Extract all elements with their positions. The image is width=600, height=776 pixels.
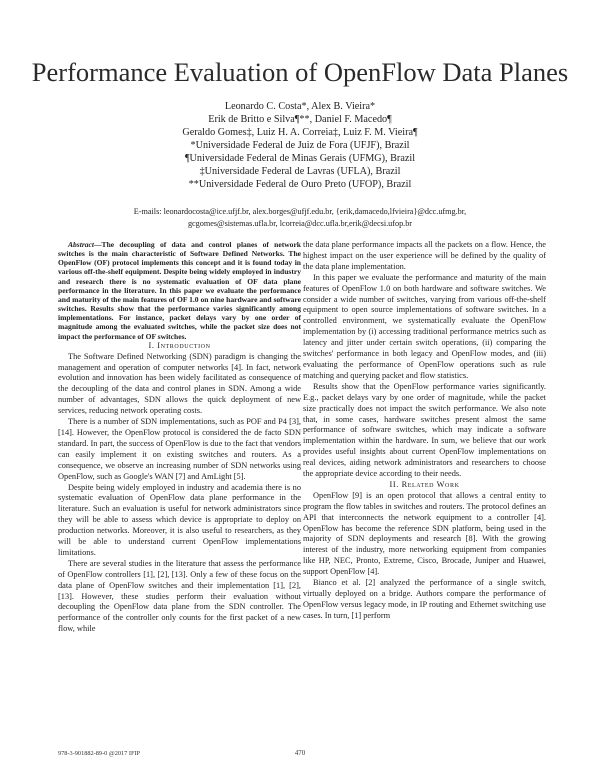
body-paragraph: There are several studies in the literature that assess the performance of OpenFlow controllers [1], [2], [13]. Only a few of these focus on the data plane of OpenFlow switches and their implementation [1], [2], [13]. However, these studies perform their evaluation without decoupling the OpenFlow data plane from the SDN controller. The performance of the controller only counts for the first packet of a new flow, while — [58, 558, 301, 634]
section-heading-related-work: II. Related Work — [389, 479, 460, 489]
paper-title: Performance Evaluation of OpenFlow Data Planes — [31, 57, 569, 87]
left-column — [58, 240, 301, 635]
body-paragraph: Despite being widely employed in industry and academia there is no systematic evaluation of OpenFlow data plane performance in the literature. Such an evaluation is useful for network administrators since they will be able to assess which device is appropriate to deploy on production networks. Moreover, it is also useful to researchers, as they will be able to understand current OpenFlow implementations limitations. — [58, 482, 301, 557]
affiliation-line: ¶Universidade Federal de Minas Gerais (UFMG), Brazil — [184, 153, 416, 164]
page-number: 470 — [294, 750, 306, 757]
author-line: Leonardo C. Costa*, Alex B. Vieira* — [224, 101, 376, 112]
abstract — [58, 240, 301, 341]
body-paragraph: Bianco et al. [2] analyzed the performance of a single switch, virtually deployed on a bridge. Authors compare the performance of OpenFlow versus legacy mode, in IP routing and Ethernet switching use cases. In turn, [1] perform — [303, 578, 546, 620]
affiliation-line: ‡Universidade Federal de Lavras (UFLA), Brazil — [199, 166, 401, 177]
abstract-label: Abstract — [68, 240, 94, 249]
body-paragraph: OpenFlow [9] is an open protocol that allows a central entity to program the flow tables in switches and routers. The protocol defines an API that interconnects the network equipment to a controller [4]. OpenFlow has become the reference SDN platform, being used in the majority of SDN deployments and research [8]. With the growing interest of the industry, more networking equipment from companies like HP, NEC, Pronto, Extreme, Cisco, Brocade, Juniper and Huawei, support OpenFlow [4]. — [303, 490, 546, 577]
body-paragraph: Results show that the OpenFlow performance varies significantly. E.g., packet delays vary by one order of magnitude, while the packet size practically does not impact the switch performance. We also note that, in some cases, hardware switches present almost the same performance of software switches, which may indicate a software implementation within the hardware. In sum, we believe that our work provides useful insights about current OpenFlow implementations on real devices, aiding network administrators and researchers to choose the appropriate device according to their needs. — [303, 381, 546, 479]
footer-isbn: 978-3-901882-89-0 @2017 IFIP — [58, 750, 141, 757]
affiliation-line: **Universidade Federal de Ouro Preto (UFOP), Brazil — [188, 179, 412, 190]
email-line: E-mails: leonardocosta@ice.ufjf.br, alex.borges@ufjf.edu.br, {erik,damacedo,lfvieira}@dcc.ufmg.br, — [133, 207, 467, 216]
section-heading-introduction: I. Introduction — [148, 340, 211, 350]
body-paragraph: There is a number of SDN implementations, such as POF and P4 [3], [14]. However, the OpenFlow protocol is considered the de facto SDN standard. In part, the success of OpenFlow is due to the fact that vendors can easily implement it on existing switches and routers. As a consequence, we observe an increasing number of SDN networks using OpenFlow, such as Google's WAN [7] and AmLight [5]. — [58, 417, 301, 481]
email-block — [40, 206, 560, 230]
author-line: Geraldo Gomes‡, Luiz H. A. Correia‡, Luiz F. M. Vieira¶ — [182, 127, 418, 138]
right-column — [303, 240, 546, 622]
body-paragraph: The Software Defined Networking (SDN) paradigm is changing the management and operation of computer networks [4]. In fact, network evolution and innovation has been widely facilitated as consequence of the decoupling of the data and control planes in SDN. Among a wide number of advantages, SDN allows the quick deployment of new services, reducing network operating costs. — [58, 351, 301, 416]
email-line: gcgomes@sistemas.ufla.br, lcorreia@dcc.ufla.br,erik@decsi.ufop.br — [187, 219, 413, 228]
body-paragraph: the data plane performance impacts all the packets on a flow. Hence, the highest impact on the user experience will be defined by the quality of the data plane implementation. — [303, 240, 546, 271]
author-line: Erik de Britto e Silva¶**, Daniel F. Macedo¶ — [208, 114, 392, 125]
body-paragraph: In this paper we evaluate the performance and maturity of the main features of OpenFlow 1.0 on both hardware and software switches. We consider a wide number of switches, varying from various off-the-shelf equipment to open source implementations of software switches. In a controlled environment, we systematically evaluate the OpenFlow implementation by (i) accessing traditional performance metrics such as latency and jitter under certain switch operations, (ii) comparing the switches' performance in both legacy and OpenFlow modes, and (iii) evaluating the performance of OpenFlow operations such as rule matching and querying packet and flow statistics. — [303, 272, 546, 380]
abstract-text: —The decoupling of data and control planes of network switches is the main characteristic of Software Defined Networks. The OpenFlow (OF) protocol implements this concept and it is found today in various off-the-shelf equipment. Despite being widely employed in industry and research there is no systematic evaluation of OF data plane performance in the literature. In this paper we evaluate the performance and maturity of the main features of OF 1.0 on nine hardware and software switches. Results show that the performance varies significantly among implementations. For instance, packet delays vary by one order of magnitude among the evaluated switches, while the packet size does not impact the performance of OF switches. — [58, 240, 301, 341]
affiliation-line: *Universidade Federal de Juiz de Fora (UFJF), Brazil — [190, 140, 410, 151]
author-block — [80, 100, 520, 191]
